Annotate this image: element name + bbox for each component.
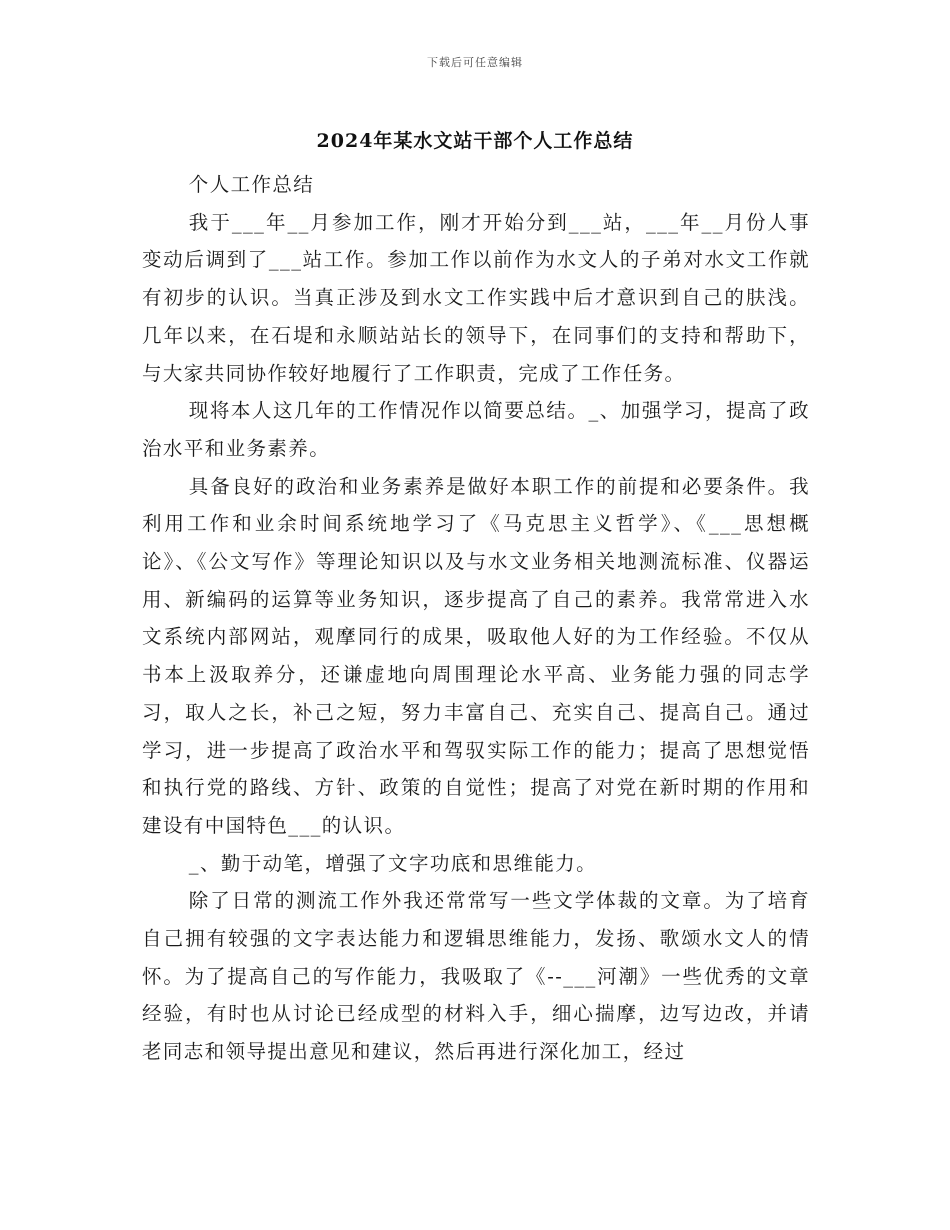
- document-title: 2024年某水文站干部个人工作总结: [316, 130, 634, 152]
- paragraph: 我于___年__月参加工作，刚才开始分到___站，___年__月份人事变动后调到了___站工作。参加工作以前作为水文人的子弟对水文工作就有初步的认识。当真正涉及到水文工作实践中后才意识到自己的肤浅。几年以来，在石堤和永顺站站长的领导下，在同事们的支持和帮助下，与大家共同协作较好地履行了工作职责，完成了工作任务。: [142, 210, 810, 385]
- paragraph: _、勤于动笔，增强了文字功底和思维能力。: [188, 851, 598, 875]
- paragraph: 除了日常的测流工作外我还常常写一些文学体裁的文章。为了培育自己拥有较强的文字表达能力和逻辑思维能力，发扬、歌颂水文人的情怀。为了提高自己的写作能力，我吸取了《--___河潮》一些优秀的文章经验，有时也从讨论已经成型的材料入手，细心揣摩，边写边改，并请老同志和领导提出意见和建议，然后再进行深化加工，经过: [142, 889, 810, 1064]
- paragraph: 现将本人这几年的工作情况作以简要总结。_、加强学习，提高了政治水平和业务素养。: [142, 399, 810, 460]
- header-note: 下载后可任意编辑: [427, 56, 523, 69]
- paragraph-subtitle: 个人工作总结: [188, 173, 315, 196]
- document-body: [142, 166, 810, 1071]
- paragraph: 具备良好的政治和业务素养是做好本职工作的前提和必要条件。我利用工作和业余时间系统地学习了《马克思主义哲学》、《___思想概论》、《公文写作》等理论知识以及与水文业务相关地测流标准、仪器运用、新编码的运算等业务知识，逐步提高了自己的素养。我常常进入水文系统内部网站，观摩同行的成果，吸取他人好的为工作经验。不仅从书本上汲取养分，还谦虚地向周围理论水平高、业务能力强的同志学习，取人之长，补己之短，努力丰富自己、充实自己、提高自己。通过学习，进一步提高了政治水平和驾驭实际工作的能力；提高了思想觉悟和执行党的路线、方针、政策的自觉性；提高了对党在新时期的作用和建设有中国特色___的认识。: [142, 474, 810, 837]
